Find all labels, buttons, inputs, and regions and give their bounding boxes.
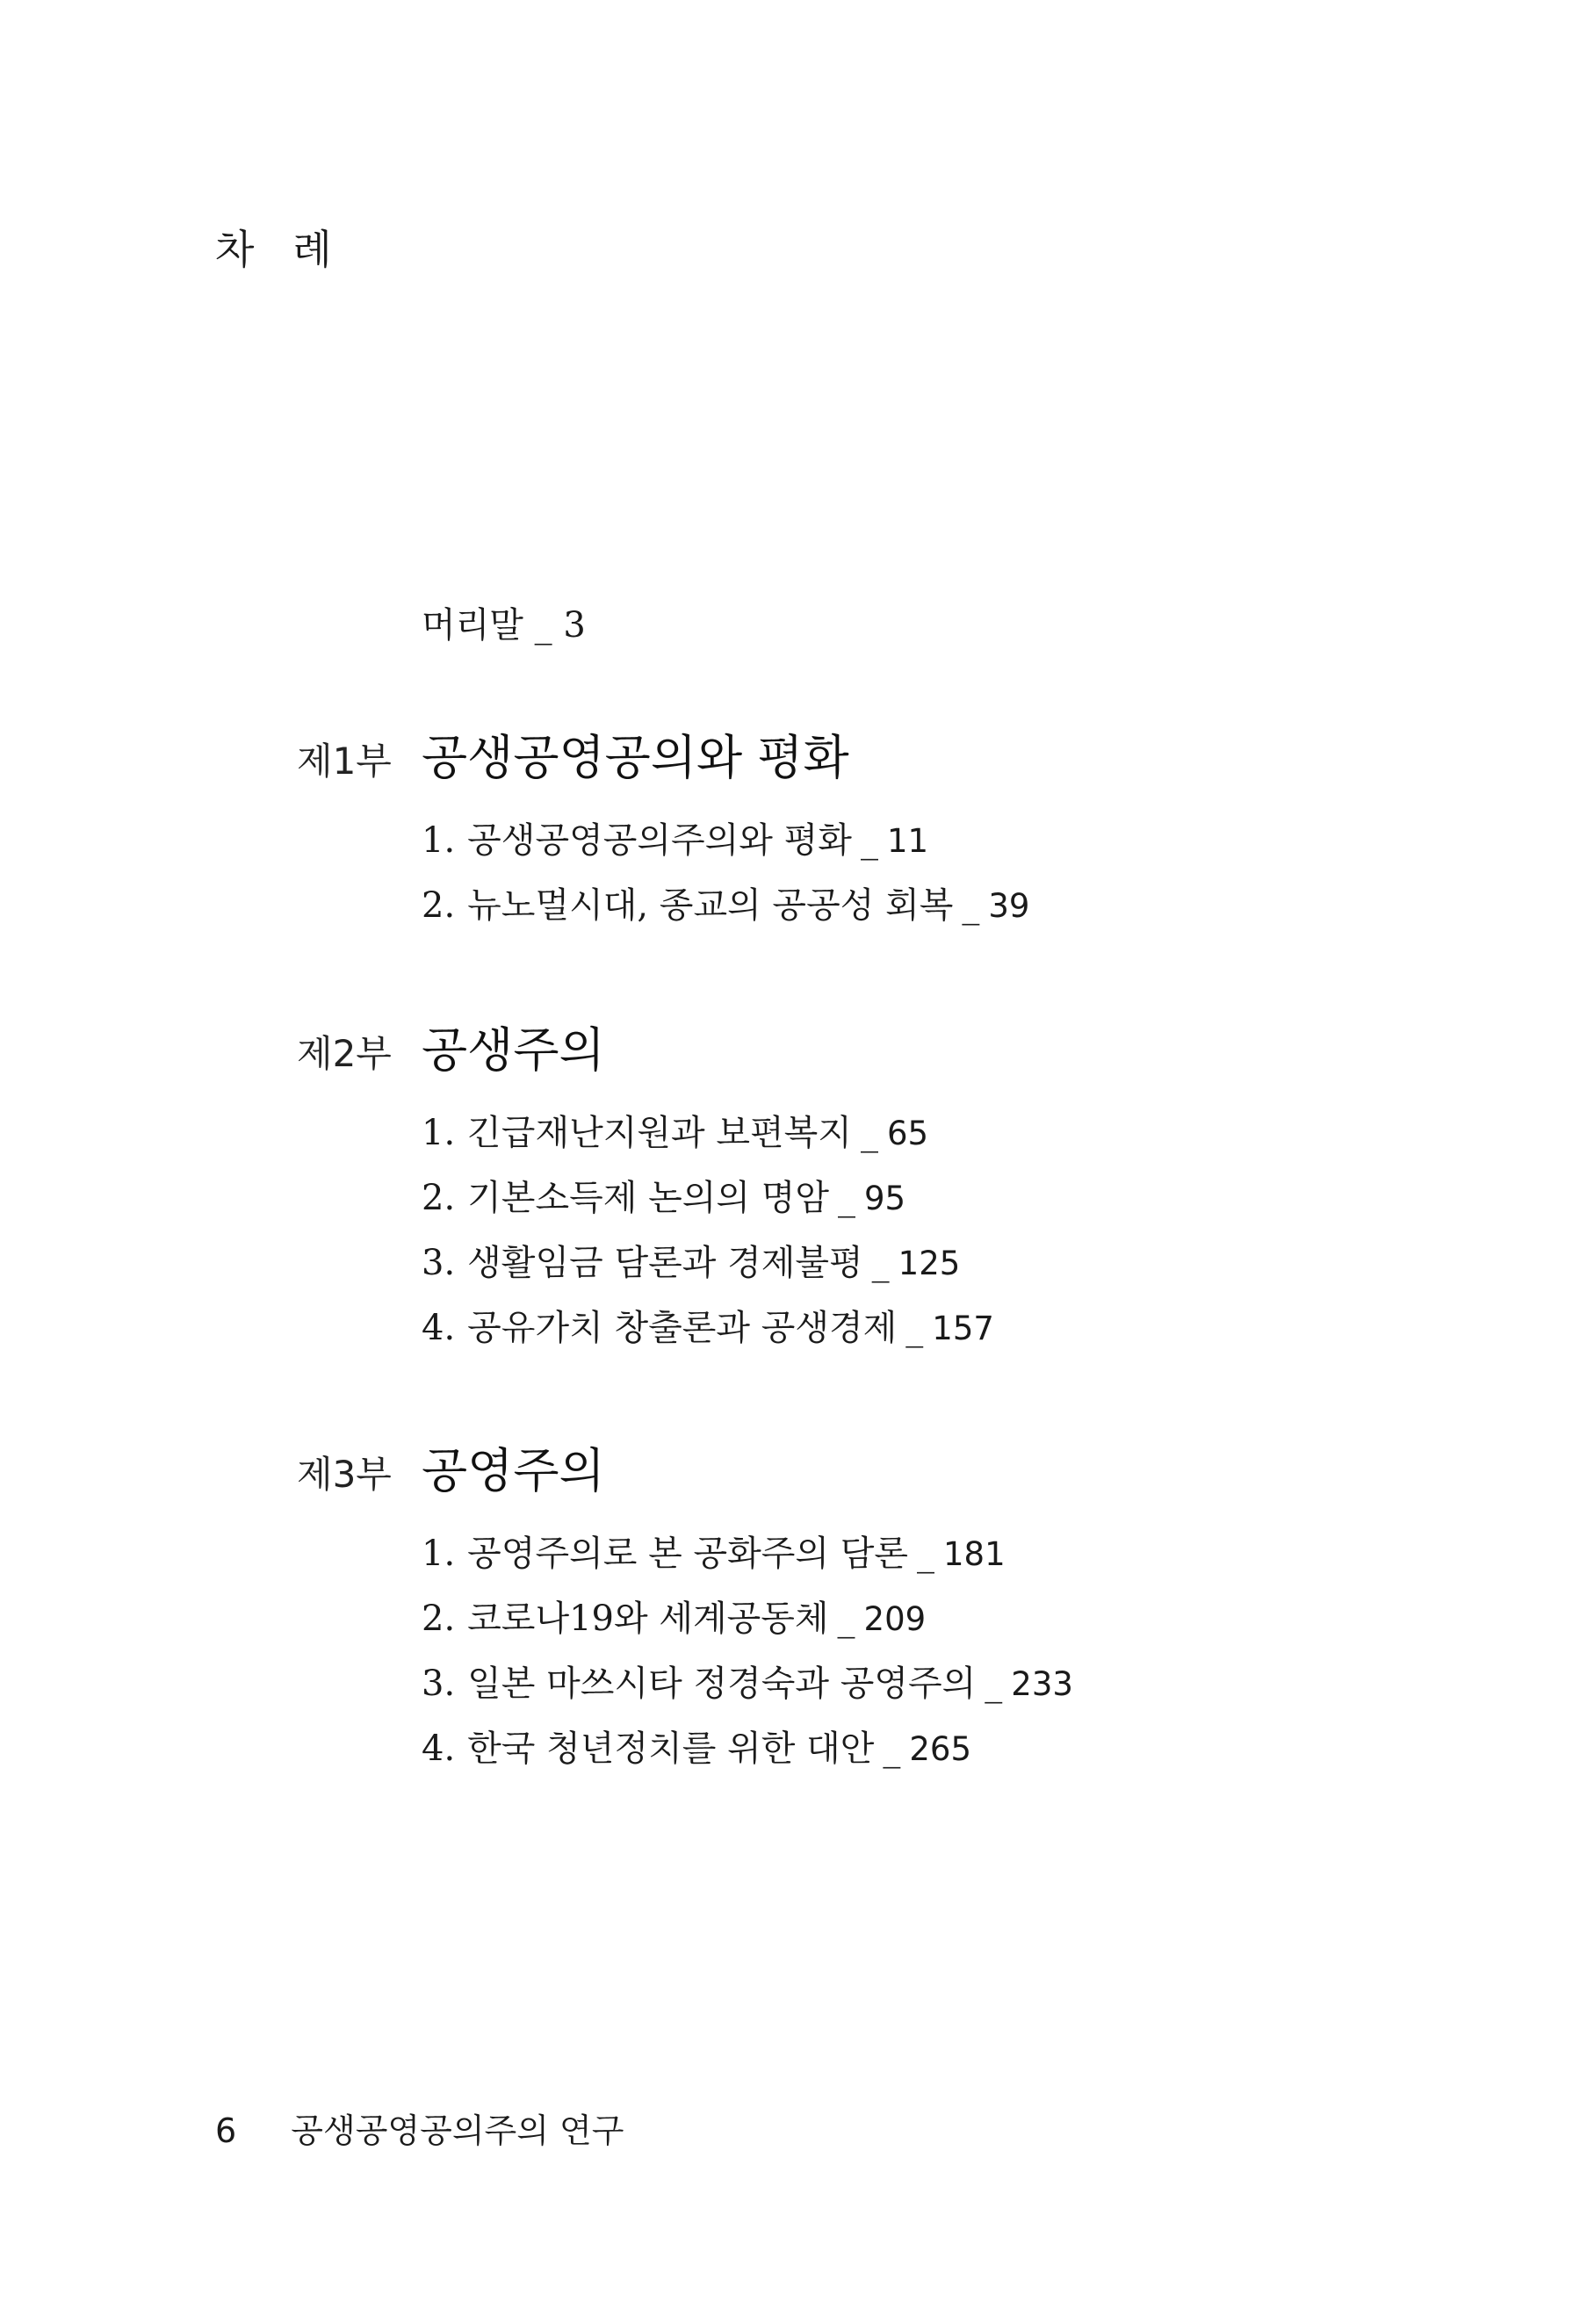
part-2-label: 제2부 (297, 1032, 392, 1075)
toc-entry[interactable] (422, 1651, 1439, 1716)
entry-number: 1. (422, 1113, 456, 1153)
footer-book-title: 공생공영공의주의 연구 (291, 2111, 624, 2150)
toc-entry[interactable] (422, 1521, 1439, 1586)
entry-separator: _ (871, 1243, 890, 1283)
entry-separator: _ (860, 1113, 878, 1153)
entry-number: 3. (422, 1664, 456, 1704)
entry-title: 한국 청년정치를 위한 대안 (467, 1729, 875, 1769)
entry-separator: _ (905, 1308, 924, 1348)
entry-separator: _ (860, 820, 878, 861)
part-1-label: 제1부 (297, 740, 392, 783)
entry-number: 4. (422, 1308, 456, 1348)
page-footer (215, 2104, 624, 2152)
entry-page: 39 (988, 887, 1030, 925)
entry-page: 209 (863, 1600, 927, 1638)
footer-page-number: 6 (215, 2111, 237, 2150)
entry-page: 181 (943, 1535, 1006, 1573)
entry-page: 265 (909, 1730, 971, 1768)
preface-page: 3 (563, 605, 586, 646)
entry-title: 코로나19와 세계공동체 (467, 1599, 829, 1639)
part-3-label: 제3부 (297, 1453, 392, 1496)
entry-page: 125 (898, 1245, 961, 1282)
part-2-title: 공생주의 (422, 1022, 605, 1078)
toc-entry[interactable] (422, 1716, 1439, 1781)
part-2-header (297, 1013, 1439, 1083)
entry-separator: _ (917, 1534, 934, 1574)
toc-entry[interactable] (422, 1586, 1439, 1651)
entry-page: 233 (1011, 1665, 1073, 1703)
part-1 (297, 720, 1439, 938)
toc-entry[interactable] (422, 1166, 1439, 1231)
part-3-header (297, 1433, 1439, 1504)
entry-number: 1. (422, 1534, 456, 1574)
preface-entry[interactable] (422, 597, 586, 647)
entry-number: 3. (422, 1243, 456, 1283)
entry-title: 긴급재난지원과 보편복지 (467, 1113, 852, 1153)
preface-title: 머리말 (422, 605, 523, 646)
entry-separator: _ (883, 1729, 901, 1769)
entry-title: 공영주의로 본 공화주의 담론 (467, 1534, 908, 1574)
entry-title: 생활임금 담론과 경제불평 (467, 1243, 863, 1283)
part-3 (297, 1433, 1439, 1781)
entry-separator: _ (985, 1664, 1003, 1704)
part-1-entries (422, 808, 1439, 938)
part-3-entries (422, 1521, 1439, 1781)
entry-page: 11 (886, 822, 929, 860)
entry-page: 95 (864, 1180, 906, 1217)
preface-separator: _ (534, 605, 552, 646)
entry-number: 4. (422, 1729, 456, 1769)
part-1-header (297, 720, 1439, 790)
toc-entry[interactable] (422, 808, 1439, 873)
entry-number: 2. (422, 885, 456, 926)
part-2-entries (422, 1101, 1439, 1360)
entry-title: 기본소득제 논의의 명암 (467, 1178, 830, 1218)
entry-number: 2. (422, 1599, 456, 1639)
entry-title: 일본 마쓰시타 정경숙과 공영주의 (467, 1664, 977, 1704)
toc-entry[interactable] (422, 1296, 1439, 1360)
entry-title: 공유가치 창출론과 공생경제 (467, 1308, 898, 1348)
entry-number: 1. (422, 820, 456, 861)
entry-separator: _ (837, 1599, 855, 1639)
toc-entry[interactable] (422, 1231, 1439, 1296)
part-3-title: 공영주의 (422, 1443, 605, 1498)
entry-separator: _ (838, 1178, 856, 1218)
part-1-title: 공생공영공의와 평화 (422, 730, 849, 785)
entry-separator: _ (962, 885, 980, 926)
toc-entry[interactable] (422, 1101, 1439, 1166)
entry-page: 65 (886, 1115, 929, 1152)
entry-number: 2. (422, 1178, 456, 1218)
toc-entry[interactable] (422, 873, 1439, 938)
entry-title: 공생공영공의주의와 평화 (467, 820, 852, 861)
part-2 (297, 1013, 1439, 1360)
entry-page: 157 (932, 1310, 994, 1347)
entry-title: 뉴노멀시대, 종교의 공공성 회복 (467, 885, 954, 926)
toc-heading: 차 례 (215, 226, 332, 273)
